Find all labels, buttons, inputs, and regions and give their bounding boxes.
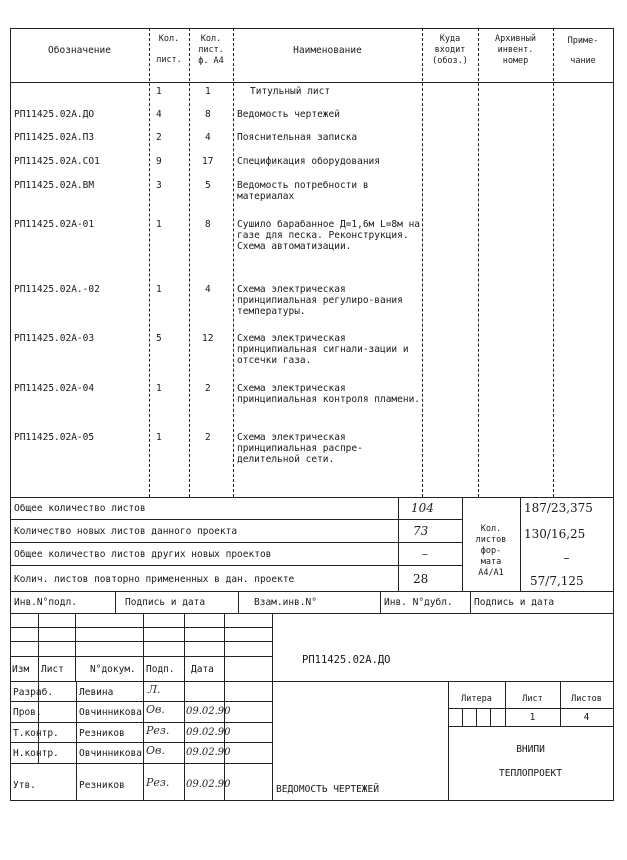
tb-person-name: Овчинникова <box>79 748 142 759</box>
tb-bottom-border <box>10 800 614 801</box>
header-where-used-1: Куда <box>439 34 461 44</box>
col-divider <box>422 28 423 497</box>
header-sheets-count-1: Кол. <box>158 34 180 44</box>
totals-a4-divider <box>520 497 521 591</box>
tb-col-list: Лист <box>41 664 64 675</box>
tb-person-name: Резников <box>79 780 125 791</box>
tb-litera-label: Литера <box>461 694 492 704</box>
row-name: Сушило барабанное Д=1,6м L=8м на газе для песка. Реконструкция. Схема автоматизации. <box>237 219 421 252</box>
table-right-border <box>613 28 614 800</box>
inv-divider <box>470 591 471 613</box>
tb-document-name: ВЕДОМОСТЬ ЧЕРТЕЖЕЙ <box>276 784 379 795</box>
tb-date: 09.02.90 <box>186 779 231 790</box>
row-code: РП11425.02А-04 <box>14 383 95 394</box>
totals-value: 73 <box>413 524 429 538</box>
header-archive-3: номер <box>502 56 529 66</box>
row-sheets: 3 <box>156 180 162 191</box>
tb-header-top <box>10 656 272 657</box>
row-code: РП11425.02А-01 <box>14 219 95 230</box>
row-name: Спецификация оборудования <box>237 156 380 167</box>
header-a4-count-1: Кол. <box>200 34 222 44</box>
header-name: Наименование <box>293 45 362 56</box>
totals-value: 104 <box>411 501 434 515</box>
inv-sign-date-2: Подпись и дата <box>474 597 555 608</box>
row-name: Схема электрическая принципиальная контроля пламени. <box>237 383 421 405</box>
tb-sheet-label: Лист <box>522 694 543 704</box>
inventory-bottom-border <box>10 613 614 614</box>
inv-replace: Взам.инв.N° <box>254 597 317 608</box>
row-name: Ведомость потребности в материалах <box>237 180 369 202</box>
tb-litera-cell <box>490 708 491 726</box>
header-where-used-2: входит <box>434 45 466 55</box>
row-sheets: 1 <box>156 284 162 295</box>
tb-col-date: Дата <box>191 664 214 675</box>
totals-label: Количество новых листов данного проекта <box>14 526 238 537</box>
tb-date: 09.02.90 <box>186 727 231 738</box>
header-note-1: Приме- <box>567 36 599 46</box>
totals-row-divider <box>10 542 462 543</box>
row-code: РП11425.02А-05 <box>14 432 95 443</box>
row-a4: 8 <box>205 219 211 230</box>
row-a4: 2 <box>205 383 211 394</box>
signature-icon: Ов. <box>146 703 165 716</box>
tb-change-row <box>10 641 272 642</box>
row-a4: 17 <box>202 156 214 167</box>
row-a4: 1 <box>205 86 211 97</box>
row-sheets: 5 <box>156 333 162 344</box>
tb-litera-cell <box>462 708 463 726</box>
row-sheets: 9 <box>156 156 162 167</box>
tb-role: Н.контр. <box>13 748 59 759</box>
tb-sheets-total: 4 <box>583 712 590 723</box>
totals-label: Общее количество листов других новых проектов <box>14 549 272 560</box>
col-divider <box>149 28 150 497</box>
signature-icon: Рез. <box>146 724 170 737</box>
tb-col-sign: Подп. <box>146 664 175 675</box>
row-name: Пояснительная записка <box>237 132 358 143</box>
tb-change-row <box>10 627 272 628</box>
header-sheets-count-2: лист. <box>156 55 182 65</box>
header-where-used-3: (обоз.) <box>432 56 468 66</box>
row-code: РП11425.02А-03 <box>14 333 95 344</box>
totals-label: Общее количество листов <box>14 503 146 514</box>
tb-role: Пров. <box>13 707 42 718</box>
tb-col-divider <box>76 681 77 800</box>
row-name: Ведомость чертежей <box>237 109 340 120</box>
totals-value-divider <box>398 497 399 591</box>
totals-a4-value: 130/16,25 <box>524 527 586 541</box>
tb-stage-divider <box>448 708 614 709</box>
row-a4: 12 <box>202 333 214 344</box>
totals-a4-label: фор- <box>480 546 502 556</box>
totals-a4-label: Кол. <box>480 524 502 534</box>
tb-sheets-label: Листов <box>571 694 602 704</box>
tb-col-doc: N°докум. <box>90 664 136 675</box>
tb-role: Утв. <box>13 780 36 791</box>
totals-label: Колич. листов повторно примененных в дан. проекте <box>14 574 295 585</box>
row-a4: 4 <box>205 132 211 143</box>
row-code: РП11425.02А.ДО <box>14 109 95 120</box>
col-divider <box>189 28 190 497</box>
col-divider <box>478 28 479 497</box>
header-a4-count-2: лист. <box>198 45 224 55</box>
tb-org-line-2: ТЕПЛОПРОЕКТ <box>499 768 562 779</box>
inv-divider <box>380 591 381 613</box>
tb-col-divider <box>184 613 185 800</box>
header-archive-1: Архивный <box>495 34 536 44</box>
totals-a4-value: 187/23,375 <box>524 501 593 515</box>
signature-icon: Л. <box>148 683 161 696</box>
tb-col-izm: Изм <box>12 664 30 675</box>
row-sheets: 1 <box>156 432 162 443</box>
row-sheets: 2 <box>156 132 162 143</box>
inv-divider <box>115 591 116 613</box>
row-name: Титульный лист <box>250 86 331 97</box>
row-a4: 5 <box>205 180 211 191</box>
row-code: РП11425.02А.ВМ <box>14 180 95 191</box>
totals-a4-label: А4/А1 <box>478 568 504 578</box>
totals-top-border <box>10 497 614 498</box>
row-sheets: 1 <box>156 86 162 97</box>
tb-person-row <box>10 701 272 702</box>
header-a4-count-3: ф. А4 <box>198 56 224 66</box>
row-sheets: 1 <box>156 383 162 394</box>
row-a4: 2 <box>205 432 211 443</box>
totals-value: 28 <box>413 572 429 586</box>
header-designation: Обозначение <box>48 45 111 56</box>
table-top-border <box>10 28 614 29</box>
tb-col-divider <box>143 613 144 800</box>
tb-person-row <box>10 742 272 743</box>
tb-sheet-number: 1 <box>529 712 536 723</box>
tb-org-line-1: ВНИПИ <box>516 744 545 755</box>
inv-sign-date: Подпись и дата <box>125 597 206 608</box>
row-name: Схема электрическая принципиальная регулиро-вания температуры. <box>237 284 403 317</box>
tb-col-divider <box>272 613 273 800</box>
tb-person-row <box>10 763 272 764</box>
tb-stage-divider <box>448 726 614 727</box>
row-code: РП11425.02А.ПЗ <box>14 132 95 143</box>
col-divider <box>233 28 234 497</box>
row-sheets: 4 <box>156 109 162 120</box>
totals-a4-label: мата <box>480 557 502 567</box>
row-name: Схема электрическая принципиальная распре-делительной сети. <box>237 432 363 465</box>
totals-value: – <box>422 547 428 561</box>
totals-row-divider <box>10 565 462 566</box>
row-a4: 4 <box>205 284 211 295</box>
tb-date: 09.02.90 <box>186 706 231 717</box>
tb-document-code: РП11425.02А.ДО <box>302 654 391 666</box>
header-archive-2: инвент. <box>497 45 534 55</box>
tb-person-name: Левина <box>79 687 114 698</box>
tb-person-row <box>10 722 272 723</box>
table-left-border <box>10 28 11 800</box>
header-note-2: чание <box>570 56 596 66</box>
row-sheets: 1 <box>156 219 162 230</box>
inv-divider <box>238 591 239 613</box>
totals-bottom-border <box>10 591 614 592</box>
tb-person-name: Резников <box>79 728 125 739</box>
tb-litera-cell <box>476 708 477 726</box>
header-bottom-border <box>10 82 614 83</box>
signature-icon: Рез. <box>146 776 170 789</box>
row-a4: 8 <box>205 109 211 120</box>
row-code: РП11425.02А.СО1 <box>14 156 100 167</box>
totals-a4-value: 57/7,125 <box>530 574 584 588</box>
tb-role: Т.контр. <box>13 728 59 739</box>
col-divider <box>553 28 554 497</box>
tb-person-name: Овчинникова <box>79 707 142 718</box>
row-code: РП11425.02А.-02 <box>14 284 100 295</box>
totals-row-divider <box>10 519 462 520</box>
totals-a4-value: – <box>563 551 570 565</box>
inv-duplicate: Инв. N°дубл. <box>384 597 453 608</box>
tb-header-bottom <box>10 681 614 682</box>
tb-role: Разраб. <box>13 687 54 698</box>
tb-date: 09.02.90 <box>186 747 231 758</box>
tb-col-divider <box>75 613 76 681</box>
inv-original: Инв.N°подл. <box>14 597 77 608</box>
totals-a4-label: листов <box>475 535 507 545</box>
signature-icon: Ов. <box>146 744 165 757</box>
row-name: Схема электрическая принципиальная сигнали-зации и отсечки газа. <box>237 333 409 366</box>
